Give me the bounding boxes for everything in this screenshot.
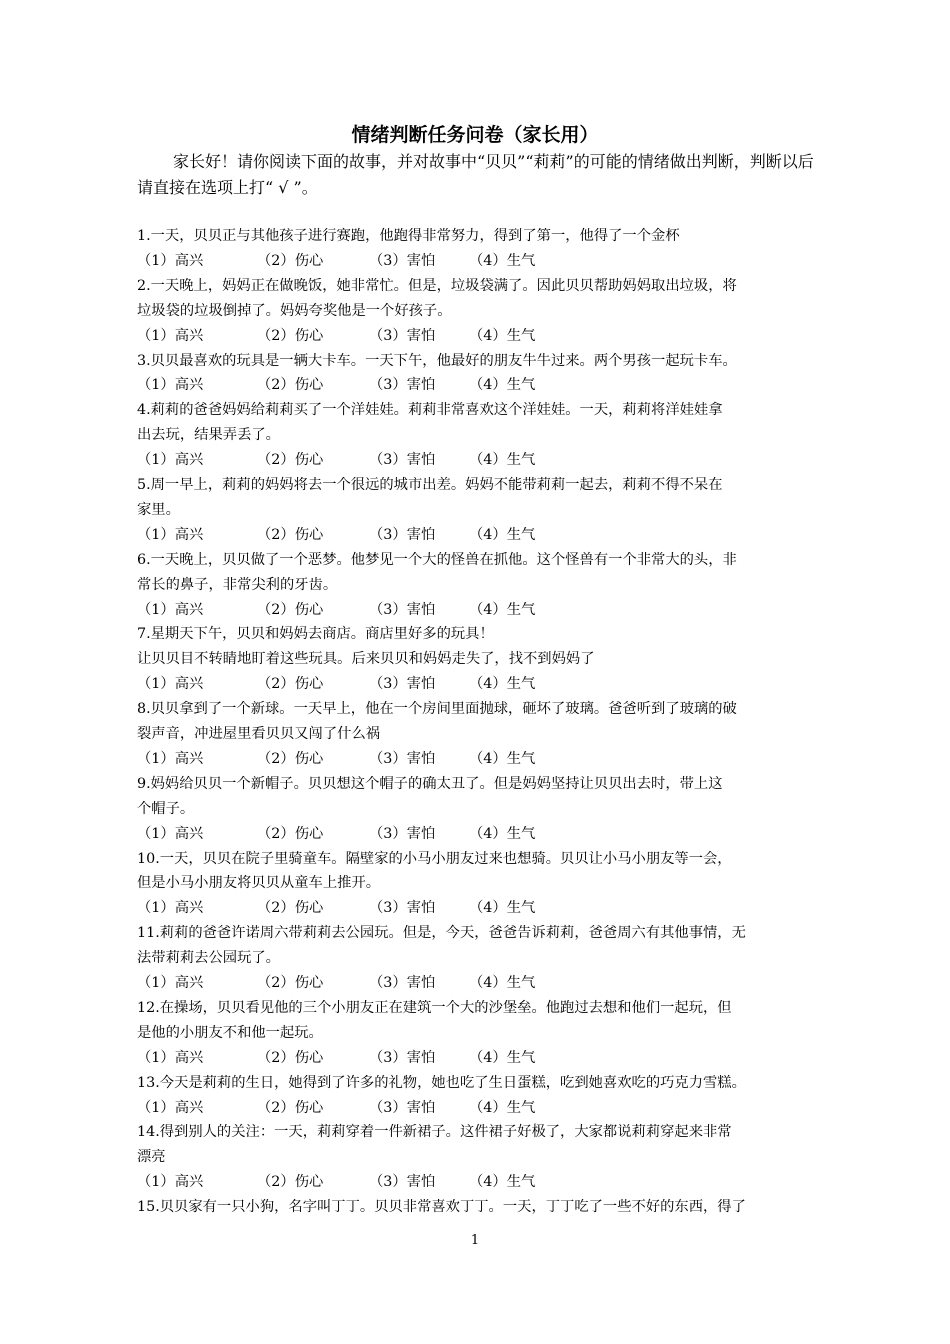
answer-options bbox=[137, 448, 827, 473]
answer-options bbox=[137, 747, 827, 772]
answer-option[interactable]: （3）害怕 bbox=[369, 526, 436, 543]
answer-options bbox=[137, 672, 827, 697]
question-text: 法带莉莉去公园玩了。 bbox=[137, 950, 280, 967]
answer-option[interactable]: （1）高兴 bbox=[137, 900, 204, 917]
answer-options bbox=[137, 896, 827, 921]
answer-options bbox=[137, 373, 827, 398]
question-item bbox=[137, 921, 827, 996]
intro-text: 家长好！请你阅读下面的故事，并对故事中“贝贝”“莉莉”的可能的情绪做出判断，判断以后请直接在选项上打“ √ ”。 bbox=[137, 152, 814, 197]
answer-option[interactable]: （2）伤心 bbox=[257, 676, 324, 693]
question-text: 漂亮 bbox=[137, 1149, 166, 1166]
answer-option[interactable]: （3）害怕 bbox=[369, 975, 436, 992]
answer-option[interactable]: （4）生气 bbox=[469, 252, 536, 269]
answer-option[interactable]: （1）高兴 bbox=[137, 750, 204, 767]
answer-option[interactable]: （2）伤心 bbox=[257, 900, 324, 917]
answer-option[interactable]: （1）高兴 bbox=[137, 252, 204, 269]
question-item bbox=[137, 398, 827, 473]
answer-option[interactable]: （4）生气 bbox=[469, 327, 536, 344]
question-text: 出去玩，结果弄丢了。 bbox=[137, 427, 280, 444]
answer-option[interactable]: （4）生气 bbox=[469, 676, 536, 693]
answer-option[interactable]: （1）高兴 bbox=[137, 452, 204, 469]
question-text: 8.贝贝拿到了一个新球。一天早上，他在一个房间里面抛球，砸坏了玻璃。爸爸听到了玻璃的破 bbox=[137, 701, 737, 718]
question-text: 14.得到别人的关注：一天，莉莉穿着一件新裙子。这件裙子好极了，大家都说莉莉穿起来非常 bbox=[137, 1124, 732, 1141]
question-text: 12.在操场，贝贝看见他的三个小朋友正在建筑一个大的沙堡垒。他跑过去想和他们一起玩，但 bbox=[137, 999, 732, 1016]
answer-option[interactable]: （2）伤心 bbox=[257, 825, 324, 842]
answer-option[interactable]: （4）生气 bbox=[469, 452, 536, 469]
answer-options bbox=[137, 822, 827, 847]
answer-option[interactable]: （4）生气 bbox=[469, 1049, 536, 1066]
question-text: 3.贝贝最喜欢的玩具是一辆大卡车。一天下午，他最好的朋友牛牛过来。两个男孩一起玩卡车。 bbox=[137, 352, 737, 369]
question-item bbox=[137, 847, 827, 922]
answer-option[interactable]: （2）伤心 bbox=[257, 601, 324, 618]
answer-option[interactable]: （1）高兴 bbox=[137, 1099, 204, 1116]
question-text: 6.一天晚上，贝贝做了一个恶梦。他梦见一个大的怪兽在抓他。这个怪兽有一个非常大的头，非 bbox=[137, 551, 737, 568]
answer-option[interactable]: （4）生气 bbox=[469, 900, 536, 917]
question-text: 垃圾袋的垃圾倒掉了。妈妈夸奖他是一个好孩子。 bbox=[137, 302, 452, 319]
question-text: 裂声音，冲进屋里看贝贝又闯了什么祸 bbox=[137, 726, 381, 743]
question-text: 让贝贝目不转睛地盯着这些玩具。后来贝贝和妈妈走失了，找不到妈妈了 bbox=[137, 651, 595, 668]
question-item bbox=[137, 473, 827, 548]
answer-option[interactable]: （3）害怕 bbox=[369, 1174, 436, 1191]
answer-option[interactable]: （3）害怕 bbox=[369, 377, 436, 394]
answer-option[interactable]: （2）伤心 bbox=[257, 1099, 324, 1116]
question-text: 1.一天，贝贝正与其他孩子进行赛跑，他跑得非常努力，得到了第一，他得了一个金杯 bbox=[137, 228, 680, 244]
question-list bbox=[137, 224, 827, 1220]
answer-options bbox=[137, 1096, 827, 1121]
answer-option[interactable]: （4）生气 bbox=[469, 975, 536, 992]
answer-option[interactable]: （4）生气 bbox=[469, 1099, 536, 1116]
answer-option[interactable]: （3）害怕 bbox=[369, 327, 436, 344]
question-text: 2.一天晚上，妈妈正在做晚饭，她非常忙。但是，垃圾袋满了。因此贝贝帮助妈妈取出垃圾，将 bbox=[137, 277, 737, 294]
answer-option[interactable]: （1）高兴 bbox=[137, 1174, 204, 1191]
answer-option[interactable]: （3）害怕 bbox=[369, 601, 436, 618]
question-text: 10.一天，贝贝在院子里骑童车。隔壁家的小马小朋友过来也想骑。贝贝让小马小朋友等一会， bbox=[137, 850, 732, 867]
answer-option[interactable]: （4）生气 bbox=[469, 601, 536, 618]
answer-option[interactable]: （3）害怕 bbox=[369, 452, 436, 469]
question-text: 15.贝贝家有一只小狗，名字叫丁丁。贝贝非常喜欢丁丁。一天，丁丁吃了一些不好的东西，得了 bbox=[137, 1199, 746, 1216]
answer-option[interactable]: （4）生气 bbox=[469, 1174, 536, 1191]
question-item bbox=[137, 548, 827, 623]
question-text: 是他的小朋友不和他一起玩。 bbox=[137, 1024, 323, 1041]
answer-option[interactable]: （3）害怕 bbox=[369, 1049, 436, 1066]
answer-options bbox=[137, 971, 827, 996]
question-text: 9.妈妈给贝贝一个新帽子。贝贝想这个帽子的确太丑了。但是妈妈坚持让贝贝出去时，带上这 bbox=[137, 775, 723, 792]
question-text: 但是小马小朋友将贝贝从童车上推开。 bbox=[137, 875, 381, 892]
intro-paragraph bbox=[137, 149, 817, 201]
answer-option[interactable]: （2）伤心 bbox=[257, 526, 324, 543]
answer-option[interactable]: （4）生气 bbox=[469, 526, 536, 543]
answer-options bbox=[137, 1170, 827, 1195]
question-item bbox=[137, 1120, 827, 1195]
answer-option[interactable]: （2）伤心 bbox=[257, 452, 324, 469]
answer-option[interactable]: （1）高兴 bbox=[137, 526, 204, 543]
answer-option[interactable]: （1）高兴 bbox=[137, 377, 204, 394]
answer-option[interactable]: （2）伤心 bbox=[257, 252, 324, 269]
answer-options bbox=[137, 324, 827, 349]
answer-option[interactable]: （1）高兴 bbox=[137, 601, 204, 618]
answer-option[interactable]: （3）害怕 bbox=[369, 825, 436, 842]
question-item bbox=[137, 1071, 827, 1121]
question-text: 4.莉莉的爸爸妈妈给莉莉买了一个洋娃娃。莉莉非常喜欢这个洋娃娃。一天，莉莉将洋娃娃拿 bbox=[137, 402, 723, 419]
question-item bbox=[137, 772, 827, 847]
question-item bbox=[137, 1195, 827, 1220]
question-text: 7.星期天下午，贝贝和妈妈去商店。商店里好多的玩具！ bbox=[137, 626, 494, 643]
answer-options bbox=[137, 598, 827, 623]
question-text: 11.莉莉的爸爸许诺周六带莉莉去公园玩。但是，今天，爸爸告诉莉莉，爸爸周六有其他事情，无 bbox=[137, 925, 746, 942]
answer-option[interactable]: （1）高兴 bbox=[137, 676, 204, 693]
answer-option[interactable]: （4）生气 bbox=[469, 377, 536, 394]
answer-option[interactable]: （2）伤心 bbox=[257, 327, 324, 344]
answer-option[interactable]: （4）生气 bbox=[469, 750, 536, 767]
question-item bbox=[137, 697, 827, 772]
answer-option[interactable]: （3）害怕 bbox=[369, 750, 436, 767]
page-title: 情绪判断任务问卷（家长用） bbox=[351, 124, 599, 146]
answer-option[interactable]: （2）伤心 bbox=[257, 1049, 324, 1066]
answer-options bbox=[137, 523, 827, 548]
answer-option[interactable]: （2）伤心 bbox=[257, 975, 324, 992]
question-item bbox=[137, 996, 827, 1071]
answer-option[interactable]: （4）生气 bbox=[469, 825, 536, 842]
answer-options bbox=[137, 249, 827, 274]
answer-option[interactable]: （3）害怕 bbox=[369, 900, 436, 917]
answer-option[interactable]: （2）伤心 bbox=[257, 377, 324, 394]
page-number: 1 bbox=[470, 1233, 480, 1248]
answer-option[interactable]: （1）高兴 bbox=[137, 327, 204, 344]
question-text: 个帽子。 bbox=[137, 800, 195, 817]
answer-option[interactable]: （3）害怕 bbox=[369, 252, 436, 269]
answer-option[interactable]: （1）高兴 bbox=[137, 975, 204, 992]
answer-options bbox=[137, 1046, 827, 1071]
question-text: 常长的鼻子，非常尖利的牙齿。 bbox=[137, 576, 338, 593]
question-item bbox=[137, 349, 827, 399]
answer-option[interactable]: （2）伤心 bbox=[257, 1174, 324, 1191]
question-item bbox=[137, 224, 827, 274]
answer-option[interactable]: （1）高兴 bbox=[137, 825, 204, 842]
question-text: 13.今天是莉莉的生日，她得到了许多的礼物，她也吃了生日蛋糕，吃到她喜欢吃的巧克力雪糕。 bbox=[137, 1074, 746, 1091]
question-item bbox=[137, 274, 827, 349]
question-text: 5.周一早上，莉莉的妈妈将去一个很远的城市出差。妈妈不能带莉莉一起去，莉莉不得不呆在 bbox=[137, 477, 723, 493]
question-text: 家里。 bbox=[137, 501, 180, 518]
question-item bbox=[137, 622, 827, 697]
answer-option[interactable]: （3）害怕 bbox=[369, 1099, 436, 1116]
answer-option[interactable]: （3）害怕 bbox=[369, 676, 436, 693]
answer-option[interactable]: （1）高兴 bbox=[137, 1049, 204, 1066]
answer-option[interactable]: （2）伤心 bbox=[257, 750, 324, 767]
